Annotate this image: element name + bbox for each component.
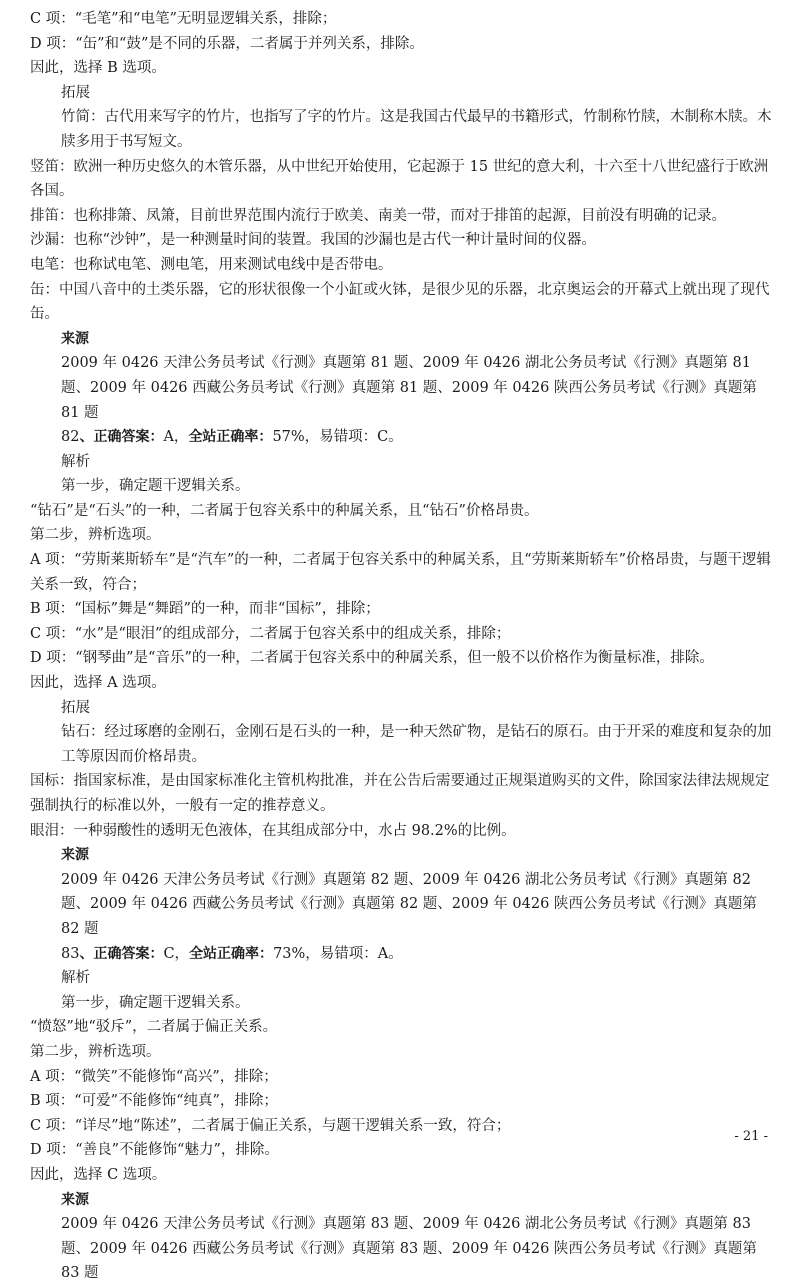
answer-line xyxy=(30,942,775,967)
answer-label: 、正确答案： xyxy=(79,945,164,962)
paragraph: 解析 xyxy=(61,970,90,987)
question-number: 83 xyxy=(61,945,80,962)
paragraph: 沙漏：也称“沙钟”，是一种测量时间的装置。我国的沙漏也是古代一种计量时间的仪器。 xyxy=(30,232,596,249)
paragraph: 第二步，辨析选项。 xyxy=(30,527,161,544)
paragraph: C 项：“毛笔”和“电笔”无明显逻辑关系，排除； xyxy=(30,11,337,27)
paragraph: 解析 xyxy=(61,453,90,470)
rate-value: 73%，易错项：A。 xyxy=(273,945,403,962)
paragraph: D 项：“缶”和“鼓”是不同的乐器，二者属于并列关系，排除。 xyxy=(30,35,424,52)
section-heading: 来源 xyxy=(61,847,89,864)
rate-value: 57%，易错项：C。 xyxy=(272,429,403,446)
paragraph: C 项：“详尽”地“陈述”，二者属于偏正关系，与题干逻辑关系一致，符合； xyxy=(30,1117,511,1134)
paragraph: 拓展 xyxy=(61,699,90,716)
paragraph: 2009 年 0426 天津公务员考试《行测》真题第 82 题、2009 年 0426 湖北公务员考试《行测》真题第 82 题、2009 年 0426 西藏公务员考试《行测》真题第 82 题、2009 年 0426 陕西公务员考试《行测》真题第 82 题 xyxy=(61,871,757,937)
section-heading: 来源 xyxy=(61,1191,89,1208)
paragraph: 电笔：也称试电笔、测电笔，用来测试电线中是否带电。 xyxy=(30,256,393,273)
paragraph: 拓展 xyxy=(61,84,90,101)
paragraph: D 项：“钢琴曲”是“音乐”的一种，二者属于包容关系中的种属关系，但一般不以价格作为衡量标准，排除。 xyxy=(30,650,714,667)
paragraph: C 项：“水”是“眼泪”的组成部分，二者属于包容关系中的组成关系，排除； xyxy=(30,625,511,642)
paragraph: 缶：中国八音中的土类乐器，它的形状很像一个小缸或火钵，是很少见的乐器，北京奥运会的开幕式上就出现了现代缶。 xyxy=(30,281,770,323)
paragraph: 第二步，辨析选项。 xyxy=(30,1043,161,1060)
answer-line xyxy=(30,425,775,450)
paragraph: 第一步，确定题干逻辑关系。 xyxy=(61,478,250,495)
paragraph: D 项：“善良”不能修饰“魅力”，排除。 xyxy=(30,1142,279,1159)
paragraph: A 项：“微笑”不能修饰“高兴”，排除； xyxy=(30,1068,278,1085)
answer-value: C， xyxy=(163,945,190,962)
paragraph: 2009 年 0426 天津公务员考试《行测》真题第 81 题、2009 年 0426 湖北公务员考试《行测》真题第 81 题、2009 年 0426 西藏公务员考试《行测》真题第 81 题、2009 年 0426 陕西公务员考试《行测》真题第 81 题 xyxy=(61,355,757,421)
paragraph: B 项：“可爱”不能修饰“纯真”，排除； xyxy=(30,1093,278,1110)
question-number: 82 xyxy=(61,429,80,446)
paragraph: A 项：“劳斯莱斯轿车”是“汽车”的一种，二者属于包容关系中的种属关系，且“劳斯莱斯轿车”价格昂贵，与题干逻辑关系一致，符合； xyxy=(30,552,772,593)
section-heading: 来源 xyxy=(61,330,89,347)
paragraph: 因此，选择 A 选项。 xyxy=(30,675,166,692)
answer-value: A， xyxy=(163,429,189,446)
paragraph: 竹简：古代用来写字的竹片，也指写了字的竹片。这是我国古代最早的书籍形式，竹制称竹牍，木制称木牍。木牍多用于书写短文。 xyxy=(61,109,772,150)
paragraph: 钻石：经过琢磨的金刚石，金刚石是石头的一种，是一种天然矿物，是钻石的原石。由于开采的难度和复杂的加工等原因而价格昂贵。 xyxy=(61,724,772,765)
paragraph: 第一步，确定题干逻辑关系。 xyxy=(61,994,250,1011)
paragraph: 因此，选择 B 选项。 xyxy=(30,60,166,77)
paragraph: 眼泪：一种弱酸性的透明无色液体，在其组成部分中，水占 98.2%的比例。 xyxy=(30,822,516,839)
paragraph: 竖笛：欧洲一种历史悠久的木管乐器，从中世纪开始使用，它起源于 15 世纪的意大利，十六至十八世纪盛行于欧洲各国。 xyxy=(30,158,769,200)
rate-label: 全站正确率： xyxy=(189,945,274,962)
answer-label: 、正确答案： xyxy=(79,429,164,446)
paragraph: 因此，选择 C 选项。 xyxy=(30,1166,167,1183)
paragraph: “愤怒”地“驳斥”，二者属于偏正关系。 xyxy=(30,1019,278,1036)
paragraph: 2009 年 0426 天津公务员考试《行测》真题第 83 题、2009 年 0426 湖北公务员考试《行测》真题第 83 题、2009 年 0426 西藏公务员考试《行测》真题第 83 题、2009 年 0426 陕西公务员考试《行测》真题第 83 题 xyxy=(61,1216,757,1282)
page-number: - 21 - xyxy=(734,1129,768,1144)
rate-label: 全站正确率： xyxy=(188,429,273,446)
paragraph: 国标：指国家标准，是由国家标准化主管机构批准，并在公告后需要通过正规渠道购买的文件，除国家法律法规规定强制执行的标准以外，一般有一定的推荐意义。 xyxy=(30,773,770,814)
paragraph: B 项：“国标”舞是“舞蹈”的一种，而非“国标”，排除； xyxy=(30,601,380,618)
paragraph: “钻石”是“石头”的一种，二者属于包容关系中的种属关系，且“钻石”价格昂贵。 xyxy=(30,502,539,519)
document-page xyxy=(30,7,775,1286)
paragraph: 排笛：也称排箫、凤箫，目前世界范围内流行于欧美、南美一带，而对于排笛的起源，目前没有明确的记录。 xyxy=(30,207,726,224)
